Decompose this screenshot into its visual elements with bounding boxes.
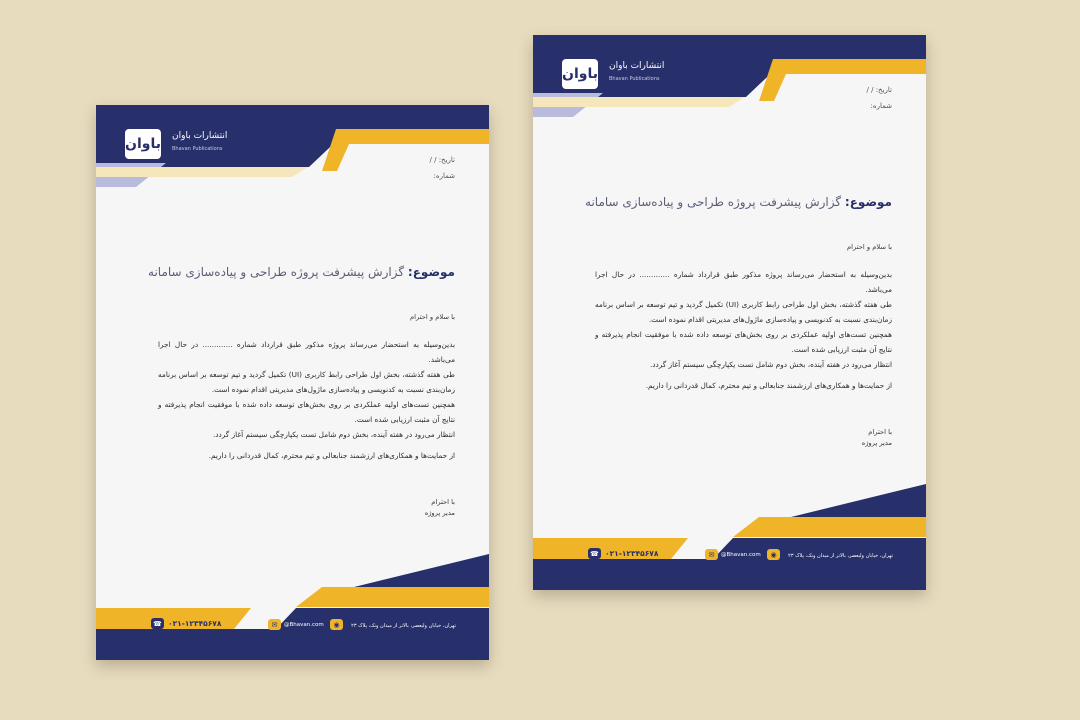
brand-name-en: Bhavan Publications [609, 76, 660, 82]
phone-icon: ☎ [151, 618, 164, 629]
closing: با احترام [868, 428, 892, 436]
footer-address: تهران، خیابان ولیعصر، بالاتر از میدان ونک، پلاک ۲۳ [351, 623, 456, 629]
number-field: شماره: [870, 102, 892, 110]
brand-name: انتشارات باوان [609, 61, 665, 71]
subject-label: موضوع: [844, 195, 892, 209]
date-field: تاریخ: / / [866, 86, 892, 94]
greeting: با سلام و احترام [410, 313, 455, 321]
envelope-icon: ✉ [705, 549, 718, 560]
signature: مدیر پروژه [861, 439, 892, 447]
footer-phone: ۰۲۱-۱۲۳۴۵۶۷۸ [168, 619, 222, 628]
body-paragraph: از حمایت‌ها و همکاری‌های ارزشمند جنابعالی و تیم محترم، کمال قدردانی را داریم. [645, 381, 892, 390]
body-paragraph: طی هفته گذشته، بخش اول طراحی رابط کاربری (UI) تکمیل گردید و تیم توسعه بر اساس برنامه زمان‌بندی نسبت به کدنویسی و پیاده‌سازی ماژول‌های مدیریتی اقدام نموده است. [158, 370, 455, 394]
brand-logo: باوان [125, 129, 161, 159]
footer-phone: ۰۲۱-۱۲۳۴۵۶۷۸ [605, 549, 659, 558]
body-paragraph: طی هفته گذشته، بخش اول طراحی رابط کاربری (UI) تکمیل گردید و تیم توسعه بر اساس برنامه زمان‌بندی نسبت به کدنویسی و پیاده‌سازی ماژول‌های مدیریتی اقدام نموده است. [595, 300, 892, 324]
subject-text: گزارش پیشرفت پروژه طراحی و پیاده‌سازی سامانه [148, 265, 405, 279]
subject-line [585, 195, 892, 209]
subject-label: موضوع: [407, 265, 455, 279]
footer-address: تهران، خیابان ولیعصر، بالاتر از میدان ونک، پلاک ۲۳ [788, 553, 893, 559]
signature: مدیر پروژه [424, 509, 455, 517]
body-paragraph: بدین‌وسیله به استحضار می‌رساند پروژه مذکور طبق قرارداد شماره ............. در حال اجرا می‌باشد. [595, 270, 892, 294]
date-field: تاریخ: / / [429, 156, 455, 164]
number-field: شماره: [433, 172, 455, 180]
letter-body [158, 337, 455, 463]
brand-name: انتشارات باوان [172, 131, 228, 141]
brand-name-en: Bhavan Publications [172, 146, 223, 152]
phone-icon: ☎ [588, 548, 601, 559]
body-paragraph: همچنین تست‌های اولیه عملکردی بر روی بخش‌های توسعه داده شده با موفقیت انجام پذیرفته و نتایج آن مثبت ارزیابی شده است. [158, 400, 455, 424]
letter-body [595, 267, 892, 393]
footer-email: @Bhavan.com [721, 552, 761, 558]
body-paragraph: انتظار می‌رود در هفته آینده، بخش دوم شامل تست یکپارچگی سیستم آغاز گردد. [649, 360, 892, 369]
footer-email: @Bhavan.com [284, 622, 324, 628]
letterhead-mockup-right [533, 35, 926, 590]
letterhead-mockup-left [96, 105, 489, 660]
closing: با احترام [431, 498, 455, 506]
signature-block [425, 497, 455, 519]
body-paragraph: بدین‌وسیله به استحضار می‌رساند پروژه مذکور طبق قرارداد شماره ............. در حال اجرا می‌باشد. [158, 340, 455, 364]
brand-logo: باوان [562, 59, 598, 89]
envelope-icon: ✉ [268, 619, 281, 630]
signature-block [862, 427, 892, 449]
location-pin-icon: ◉ [767, 549, 780, 560]
greeting: با سلام و احترام [847, 243, 892, 251]
subject-line [148, 265, 455, 279]
body-paragraph: همچنین تست‌های اولیه عملکردی بر روی بخش‌های توسعه داده شده با موفقیت انجام پذیرفته و نتایج آن مثبت ارزیابی شده است. [595, 330, 892, 354]
body-paragraph: از حمایت‌ها و همکاری‌های ارزشمند جنابعالی و تیم محترم، کمال قدردانی را داریم. [208, 451, 455, 460]
location-pin-icon: ◉ [330, 619, 343, 630]
body-paragraph: انتظار می‌رود در هفته آینده، بخش دوم شامل تست یکپارچگی سیستم آغاز گردد. [212, 430, 455, 439]
subject-text: گزارش پیشرفت پروژه طراحی و پیاده‌سازی سامانه [585, 195, 842, 209]
